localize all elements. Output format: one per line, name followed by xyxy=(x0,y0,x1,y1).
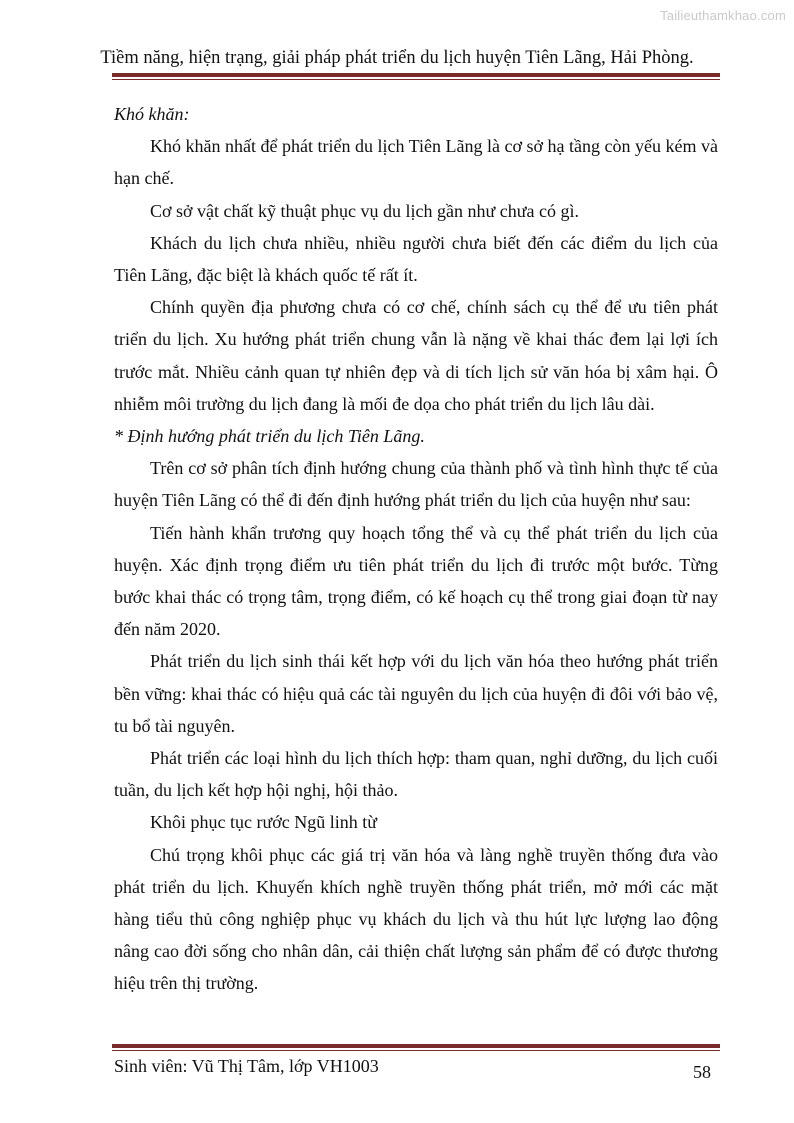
paragraph: Phát triển du lịch sinh thái kết hợp với du lịch văn hóa theo hướng phát triển bền vững: khai thác có hiệu quả các tài nguyên du lịch của huyện đi đôi với bảo vệ, tu bổ tài nguyên. xyxy=(114,651,718,736)
page-body xyxy=(114,98,718,1000)
paragraph: Tiến hành khẩn trương quy hoạch tổng thể và cụ thể phát triển du lịch của huyện. Xác định trọng điểm ưu tiên phát triển du lịch đi trước một bước. Từng bước khai thác có trọng tâm, trọng điểm, có kế hoạch cụ thể trong giai đoạn từ nay đến năm 2020. xyxy=(114,522,718,640)
paragraph: Khó khăn nhất để phát triển du lịch Tiên Lãng là cơ sở hạ tầng còn yếu kém và hạn chế. xyxy=(114,136,718,189)
paragraph: Trên cơ sở phân tích định hướng chung của thành phố và tình hình thực tế của huyện Tiên Lãng có thể đi đến định hướng phát triển du lịch của huyện như sau: xyxy=(114,458,718,511)
paragraph: Khôi phục tục rước Ngũ linh từ xyxy=(150,812,377,833)
page-number: 58 xyxy=(693,1062,711,1082)
paragraph: Cơ sở vật chất kỹ thuật phục vụ du lịch gần như chưa có gì. xyxy=(150,200,579,221)
header-rule-thick xyxy=(112,73,720,77)
paragraph: Phát triển các loại hình du lịch thích hợp: tham quan, nghỉ dưỡng, du lịch cuối tuần, du lịch kết hợp hội nghị, hội thảo. xyxy=(114,748,718,801)
footer-rule-thick xyxy=(112,1044,720,1048)
paragraph: Chú trọng khôi phục các giá trị văn hóa và làng nghề truyền thống đưa vào phát triển du lịch. Khuyến khích nghề truyền thống phát triển, mở mới các mặt hàng tiểu thủ công nghiệp phục vụ khách du lịch và thu hút lực lượng lao động nâng cao đời sống cho nhân dân, cải thiện chất lượng sản phẩm để có được thương hiệu trên thị trường. xyxy=(114,844,718,994)
footer-author: Sinh viên: Vũ Thị Tâm, lớp VH1003 xyxy=(114,1056,379,1076)
footer-rule-thin xyxy=(112,1050,720,1051)
section-heading-difficulties: Khó khăn: xyxy=(114,104,190,124)
paragraph: Chính quyền địa phương chưa có cơ chế, chính sách cụ thể để ưu tiên phát triển du lịch. Xu hướng phát triển chung vẫn là nặng về khai thác đem lại lợi ích trước mắt. Nhiều cảnh quan tự nhiên đẹp và di tích lịch sử văn hóa bị xâm hại. Ô nhiễm môi trường du lịch đang là mối đe dọa cho phát triển du lịch lâu dài. xyxy=(114,297,718,414)
watermark: Tailieuthamkhao.com xyxy=(660,8,786,23)
section-heading-orientation: * Định hướng phát triển du lịch Tiên Lãng. xyxy=(114,426,425,447)
paragraph: Khách du lịch chưa nhiều, nhiều người chưa biết đến các điểm du lịch của Tiên Lãng, đặc biệt là khách quốc tế rất ít. xyxy=(114,232,718,286)
header-rule-thin xyxy=(112,79,720,80)
running-header-title: Tiềm năng, hiện trạng, giải pháp phát triển du lịch huyện Tiên Lãng, Hải Phòng. xyxy=(100,48,694,68)
